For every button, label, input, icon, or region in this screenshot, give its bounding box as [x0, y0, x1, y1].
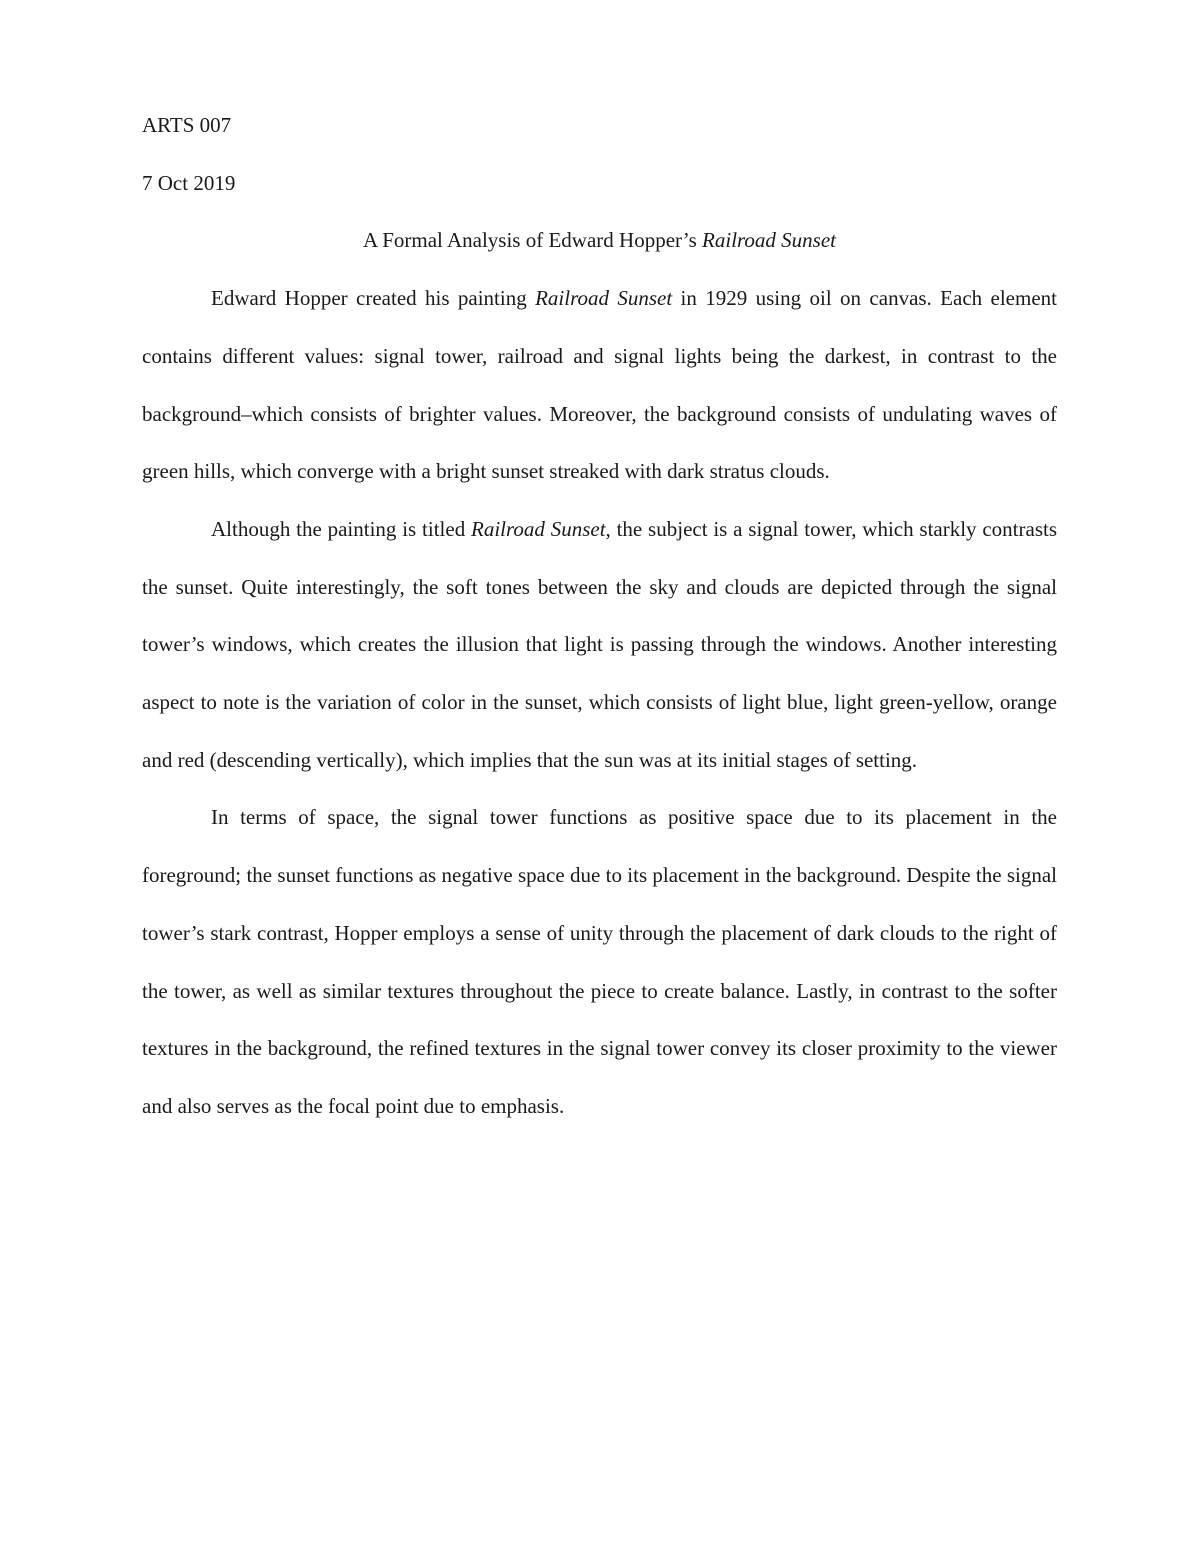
paragraph-1 [142, 270, 1057, 501]
document-title [142, 212, 1057, 270]
paragraph-2-text-a: Although the painting is titled [211, 516, 472, 541]
paragraph-2 [142, 501, 1057, 790]
paragraph-1-text-a: Edward Hopper created his painting [211, 286, 536, 311]
paragraph-2-artwork-name: Railroad Sunset [471, 516, 606, 541]
paragraph-3 [142, 789, 1057, 1135]
title-text: A Formal Analysis of Edward Hopper’s [362, 228, 703, 253]
course-name: ARTS 007 [142, 113, 232, 137]
paragraph-2-text-b: , the subject is a signal tower, which starkly contrasts the sunset. Quite interestingly, the soft tones between the sky and clouds are depicted through the signal tower’s windows, which creates the illusion that light is passing through the windows. Another interesting aspect to note is the variation of color in the sunset, which consists of light blue, light green-yellow, orange and red (descending vertically), which implies that the sun was at its initial stages of setting. [142, 516, 1058, 772]
document-date: 7 Oct 2019 [142, 170, 236, 195]
paragraph-1-artwork-name: Railroad Sunset [535, 286, 673, 311]
paragraph-1-text-b: in 1929 using oil on canvas. Each element contains different values: signal tower, railroad and signal lights being the darkest, in contrast to the background–which consists of brighter values. Moreover, the background consists of undulating waves of green hills, which converge with a bright sunset streaked with dark stratus clouds. [142, 286, 1057, 484]
title-artwork-name: Railroad Sunset [702, 228, 837, 253]
paragraph-3-text: In terms of space, the signal tower functions as positive space due to its placement in the foreground; the sunset functions as negative space due to its placement in the background. Despite the signal tower’s stark contrast, Hopper employs a sense of unity through the placement of dark clouds to the right of the tower, as well as similar textures throughout the piece to create balance. Lastly, in contrast to the softer textures in the background, the refined textures in the signal tower convey its closer proximity to the viewer and also serves as the focal point due to emphasis. [142, 805, 1057, 1118]
document-body [142, 97, 1057, 1136]
